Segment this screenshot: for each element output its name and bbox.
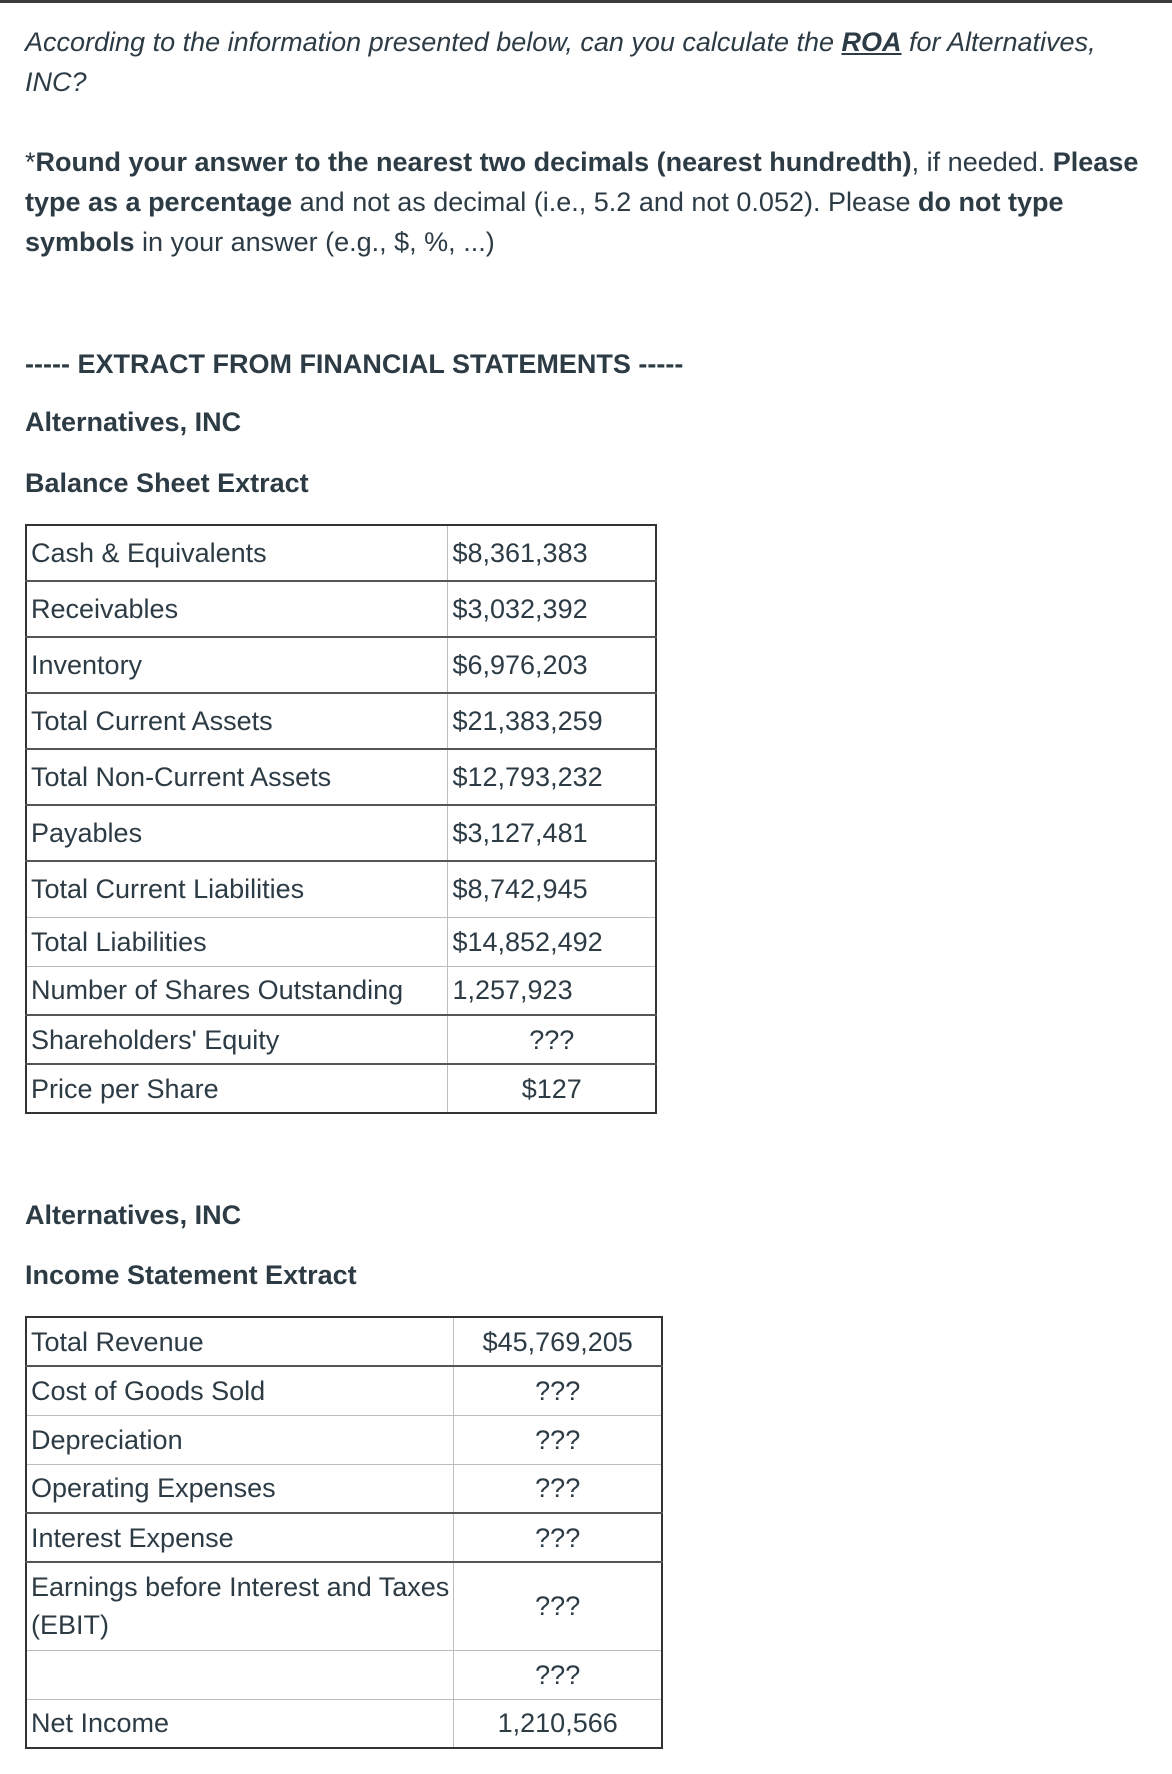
row-value: $127: [448, 1064, 656, 1113]
income-statement-title: Income Statement Extract: [25, 1260, 357, 1290]
row-label: Inventory: [26, 637, 448, 693]
table-row: [26, 805, 656, 861]
instructions-text: *Round your answer to the nearest two decimals (nearest hundredth), if needed. Please type as a percentage and not as decimal (i.e., 5.2 and not 0.052). Please do not type symbols in your answer (e.g., $, %, ...): [25, 147, 1139, 257]
question-text: According to the information presented below, can you calculate the ROA for Alternatives, INC?: [25, 27, 1096, 97]
row-value: $6,976,203: [448, 637, 656, 693]
table-row: [26, 966, 656, 1015]
row-value: ???: [454, 1464, 662, 1513]
row-value: ???: [454, 1650, 662, 1699]
row-label: Cash & Equivalents: [26, 525, 448, 581]
row-value: $3,127,481: [448, 805, 656, 861]
row-label: Net Income: [26, 1699, 454, 1748]
row-label: Total Current Liabilities: [26, 861, 448, 917]
row-value: 1,257,923: [448, 966, 656, 1015]
table-row: [26, 1415, 662, 1464]
table-row: [26, 693, 656, 749]
table-row: [26, 1650, 662, 1699]
row-label: Interest Expense: [26, 1513, 454, 1562]
income-statement-table: [25, 1316, 663, 1749]
table-row: [26, 581, 656, 637]
row-label: Total Non-Current Assets: [26, 749, 448, 805]
table-row: [26, 1513, 662, 1562]
company-name-balance: Alternatives, INC: [25, 407, 242, 437]
row-label: Receivables: [26, 581, 448, 637]
row-value: ???: [448, 1015, 656, 1064]
table-row: [26, 861, 656, 917]
table-row: [26, 1015, 656, 1064]
row-value: $21,383,259: [448, 693, 656, 749]
row-label: Depreciation: [26, 1415, 454, 1464]
row-value: $8,361,383: [448, 525, 656, 581]
row-label: Payables: [26, 805, 448, 861]
balance-sheet-title: Balance Sheet Extract: [25, 468, 309, 498]
row-value: ???: [454, 1562, 662, 1650]
table-row: [26, 1366, 662, 1415]
row-label: [26, 1650, 454, 1699]
row-value: $8,742,945: [448, 861, 656, 917]
table-row: [26, 1317, 662, 1366]
roa-term: ROA: [841, 27, 902, 57]
table-row: [26, 1064, 656, 1113]
row-label: Total Current Assets: [26, 693, 448, 749]
table-row: [26, 637, 656, 693]
row-value: $14,852,492: [448, 917, 656, 966]
row-value: $3,032,392: [448, 581, 656, 637]
row-value: ???: [454, 1513, 662, 1562]
table-row: [26, 525, 656, 581]
extract-title: ----- EXTRACT FROM FINANCIAL STATEMENTS -----: [25, 349, 684, 379]
row-value: ???: [454, 1366, 662, 1415]
row-value: ???: [454, 1415, 662, 1464]
row-label: Total Liabilities: [26, 917, 448, 966]
top-rule: [0, 0, 1172, 3]
row-label: Operating Expenses: [26, 1464, 454, 1513]
row-label: Price per Share: [26, 1064, 448, 1113]
row-label: Number of Shares Outstanding: [26, 966, 448, 1015]
row-label: Shareholders' Equity: [26, 1015, 448, 1064]
row-value: $45,769,205: [454, 1317, 662, 1366]
table-row: [26, 749, 656, 805]
company-name-income: Alternatives, INC: [25, 1200, 242, 1230]
balance-sheet-table: [25, 524, 657, 1114]
row-label: Total Revenue: [26, 1317, 454, 1366]
table-row: [26, 1699, 662, 1748]
row-label: Cost of Goods Sold: [26, 1366, 454, 1415]
row-value: $12,793,232: [448, 749, 656, 805]
row-value: 1,210,566: [454, 1699, 662, 1748]
table-row: [26, 1464, 662, 1513]
row-label: Earnings before Interest and Taxes (EBIT): [26, 1562, 454, 1650]
table-row: [26, 1562, 662, 1650]
table-row: [26, 917, 656, 966]
